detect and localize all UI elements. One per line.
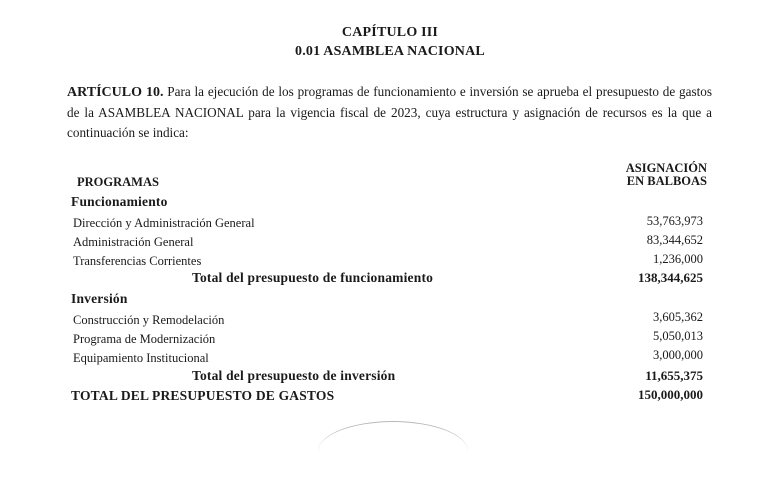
section-funcionamiento: Funcionamiento [71,194,168,209]
table-row-label: Transferencias Corrientes [73,254,202,268]
column-header-amount [626,162,707,188]
subtotal-funcionamiento-amount: 138,344,625 [638,270,703,285]
grand-total-amount: 150,000,000 [638,387,703,402]
table-row-amount: 3,605,362 [653,310,703,324]
table-row-amount: 53,763,973 [646,214,703,228]
subtotal-funcionamiento-label: Total del presupuesto de funcionamiento [192,270,434,285]
chapter-title: CAPÍTULO III [341,25,439,40]
grand-total-label: TOTAL DEL PRESUPUESTO DE GASTOS [71,388,335,403]
table-row-amount: 1,236,000 [653,252,703,266]
article-text: Para la ejecución de los programas de funcionamiento e inversión se aprueba el presupuesto de gastos de la ASAMBLEA NACIONAL para la vigencia fiscal de 2023, cuya estructura y asignación de recursos es la que a continuación se indica: [67,84,713,140]
table-row-label: Programa de Modernización [73,332,216,346]
column-header-amount-line2: EN BALBOAS [626,174,707,188]
table-row-amount: 5,050,013 [653,329,703,343]
table-row-label: Equipamiento Institucional [73,351,209,365]
column-header-programs: PROGRAMAS [77,175,159,189]
entity-title: 0.01 ASAMBLEA NACIONAL [295,44,485,59]
seal-stamp-arc [318,421,468,482]
table-row-amount: 3,000,000 [653,348,703,362]
table-row-label: Construcción y Remodelación [73,313,225,327]
table-row-amount: 83,344,652 [646,233,703,247]
section-inversion: Inversión [71,291,128,306]
subtotal-inversion-amount: 11,655,375 [645,368,703,383]
subtotal-inversion-label: Total del presupuesto de inversión [192,368,396,383]
article-paragraph [67,82,712,143]
article-label: ARTÍCULO 10. [67,85,164,100]
column-header-amount-line1: ASIGNACIÓN [625,161,707,175]
table-row-label: Dirección y Administración General [73,216,255,230]
table-row-label: Administración General [73,235,194,249]
